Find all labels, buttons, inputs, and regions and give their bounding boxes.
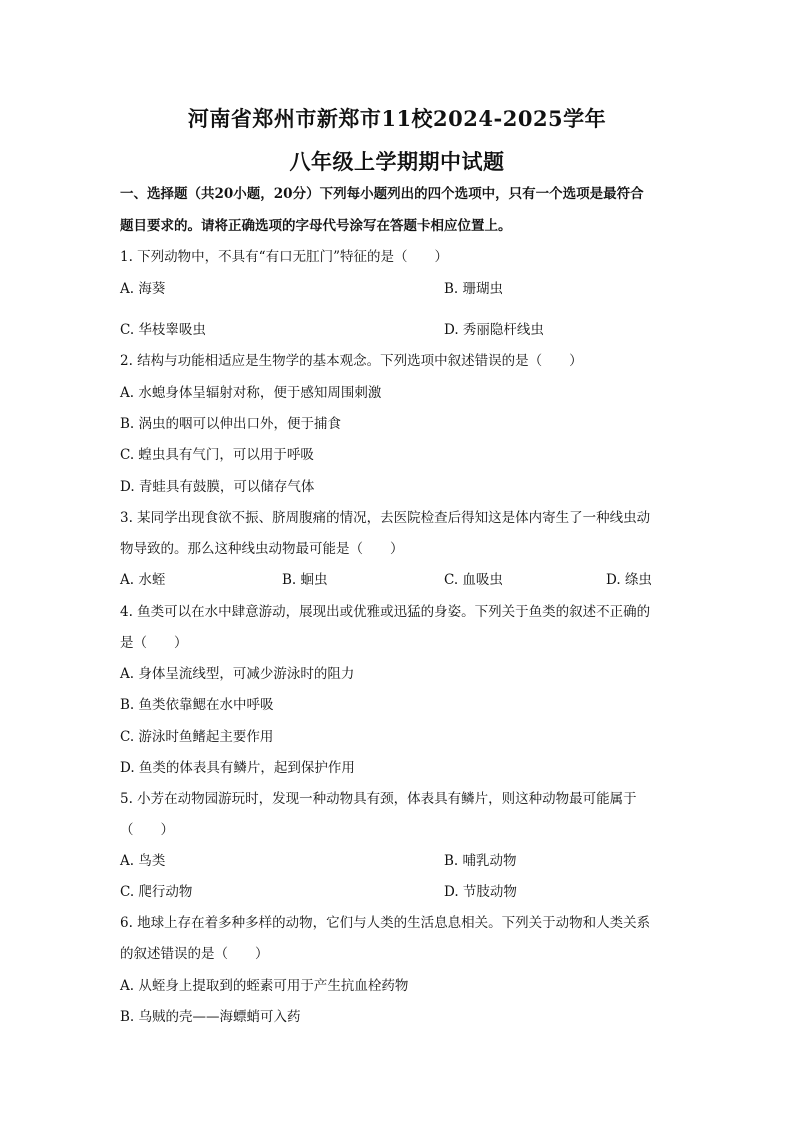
question-6-option-b: B. 乌贼的壳——海螵蛸可入药 <box>120 1009 301 1025</box>
question-1-option-d: D. 秀丽隐杆线虫 <box>444 322 544 338</box>
exam-title-line1: 河南省郑州市新郑市11校2024-2025学年 <box>187 106 607 131</box>
question-3-option-a: A. 水蛭 <box>120 572 166 588</box>
question-5-stem-line2: （ ） <box>120 822 174 838</box>
question-3-option-d: D. 绦虫 <box>606 572 652 588</box>
question-1-option-c: C. 华枝睾吸虫 <box>120 322 206 338</box>
question-3-stem-line2: 物导致的。那么这种线虫动物最可能是（ ） <box>120 541 404 557</box>
question-4-stem-line1: 4. 鱼类可以在水中肆意游动，展现出或优雅或迅猛的身姿。下列关于鱼类的叙述不正确的 <box>120 604 651 620</box>
question-2-option-a: A. 水螅身体呈辐射对称，便于感知周围刺激 <box>120 385 382 401</box>
question-6-stem-line1: 6. 地球上存在着多种多样的动物，它们与人类的生活息息相关。下列关于动物和人类关系 <box>120 915 651 931</box>
exam-title-line2: 八年级上学期期中试题 <box>289 149 505 174</box>
question-5-option-b: B. 哺乳动物 <box>444 853 517 869</box>
question-3-option-c: C. 血吸虫 <box>444 572 503 588</box>
question-6-stem-line2: 的叙述错误的是（ ） <box>120 946 269 962</box>
question-4-stem-line2: 是（ ） <box>120 635 188 651</box>
question-4-option-c: C. 游泳时鱼鳍起主要作用 <box>120 729 274 745</box>
section-instruction-line1: 一、选择题（共20小题，20分）下列每小题列出的四个选项中，只有一个选项是最符合 <box>120 186 644 202</box>
question-5-option-c: C. 爬行动物 <box>120 884 193 900</box>
question-1-stem: 1. 下列动物中，不具有“有口无肛门”特征的是（ ） <box>120 249 448 265</box>
question-2-option-d: D. 青蛙具有鼓膜，可以储存气体 <box>120 479 315 495</box>
question-4-option-d: D. 鱼类的体表具有鳞片，起到保护作用 <box>120 760 355 776</box>
question-2-option-c: C. 蝗虫具有气门，可以用于呼吸 <box>120 447 314 463</box>
section-instruction-line2: 题目要求的。请将正确选项的字母代号涂写在答题卡相应位置上。 <box>120 218 512 234</box>
question-2-stem: 2. 结构与功能相适应是生物学的基本观念。下列选项中叙述错误的是（ ） <box>120 353 583 369</box>
question-3-stem-line1: 3. 某同学出现食欲不振、脐周腹痛的情况，去医院检查后得知这是体内寄生了一种线虫动 <box>120 510 651 526</box>
question-2-option-b: B. 涡虫的咽可以伸出口外，便于捕食 <box>120 416 342 432</box>
question-5-option-d: D. 节肢动物 <box>444 884 517 900</box>
question-4-option-a: A. 身体呈流线型，可减少游泳时的阻力 <box>120 666 355 682</box>
question-5-stem-line1: 5. 小芳在动物园游玩时，发现一种动物具有颈，体表具有鳞片，则这种动物最可能属于 <box>120 791 637 807</box>
question-6-option-a: A. 从蛭身上提取到的蛭素可用于产生抗血栓药物 <box>120 978 409 994</box>
question-3-option-b: B. 蛔虫 <box>282 572 328 588</box>
question-5-option-a: A. 鸟类 <box>120 853 166 869</box>
question-1-option-b: B. 珊瑚虫 <box>444 281 504 297</box>
question-4-option-b: B. 鱼类依靠鳃在水中呼吸 <box>120 697 274 713</box>
question-1-option-a: A. 海葵 <box>120 281 166 297</box>
